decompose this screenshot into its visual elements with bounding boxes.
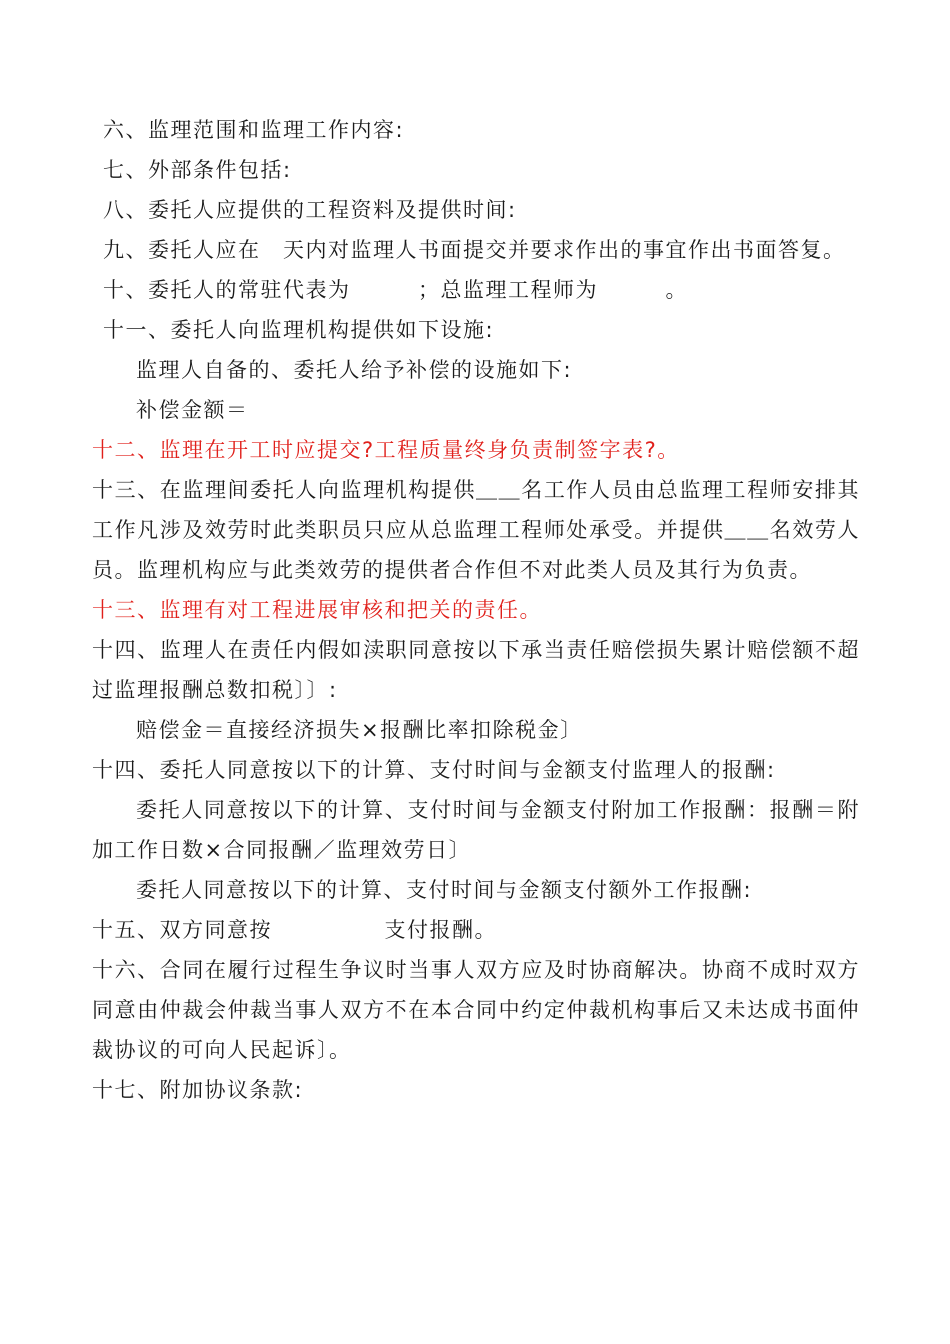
clause-13b-line: 十三、监理有对工程进展审核和把关的责任。 — [92, 598, 542, 622]
clause-14b-line: 十四、委托人同意按以下的计算、支付时间与金额支付监理人的报酬: — [92, 758, 776, 782]
compensation-formula-line: 赔偿金＝直接经济损失×报酬比率扣除税金〕 — [136, 718, 583, 742]
clause-16-line-2: 同意由仲裁会仲裁当事人双方不在本合同中约定仲裁机构事后又未达成书面仲 — [92, 998, 860, 1022]
clause-9-line: 九、委托人应在 天内对监理人书面提交并要求作出的事宜作出书面答复。 — [103, 238, 846, 262]
clause-13-line-1: 十三、在监理间委托人向监理机构提供＿＿名工作人员由总监理工程师安排其 — [92, 478, 860, 502]
clause-16-line-3: 裁协议的可向人民起诉〕。 — [92, 1038, 352, 1062]
clause-12-line: 十二、监理在开工时应提交?工程质量终身负责制签字表?。 — [92, 438, 680, 462]
clause-15-line: 十五、双方同意按 支付报酬。 — [92, 918, 497, 942]
additional-work-line-1: 委托人同意按以下的计算、支付时间与金额支付附加工作报酬：报酬＝附 — [136, 798, 860, 822]
clause-10-line: 十、委托人的常驻代表为 ；总监理工程师为 。 — [103, 278, 688, 302]
clause-13-line-2: 工作凡涉及效劳时此类职员只应从总监理工程师处承受。并提供＿＿名效劳人 — [92, 518, 860, 542]
facilities-line: 监理人自备的、委托人给予补偿的设施如下: — [136, 358, 573, 382]
clause-17-line: 十七、附加协议条款: — [92, 1078, 304, 1102]
clause-11-line: 十一、委托人向监理机构提供如下设施: — [103, 318, 495, 342]
clause-14-line-2: 过监理报酬总数扣税〕〕: — [92, 678, 338, 702]
clause-7-line: 七、外部条件包括: — [103, 158, 292, 182]
clause-8-line: 八、委托人应提供的工程资料及提供时间: — [103, 198, 517, 222]
extra-work-line: 委托人同意按以下的计算、支付时间与金额支付额外工作报酬: — [136, 878, 753, 902]
clause-14-line-1: 十四、监理人在责任内假如渎职同意按以下承当责任赔偿损失累计赔偿额不超 — [92, 638, 860, 662]
additional-work-line-2: 加工作日数×合同报酬／监理效劳日〕 — [92, 838, 472, 862]
clause-16-line-1: 十六、合同在履行过程生争议时当事人双方应及时协商解决。协商不成时双方 — [92, 958, 860, 982]
compensation-amount-line: 补偿金额＝ — [136, 398, 249, 422]
clause-13-line-3: 员。监理机构应与此类效劳的提供者合作但不对此类人员及其行为负责。 — [92, 558, 812, 582]
clause-6-line: 六、监理范围和监理工作内容: — [103, 118, 405, 142]
